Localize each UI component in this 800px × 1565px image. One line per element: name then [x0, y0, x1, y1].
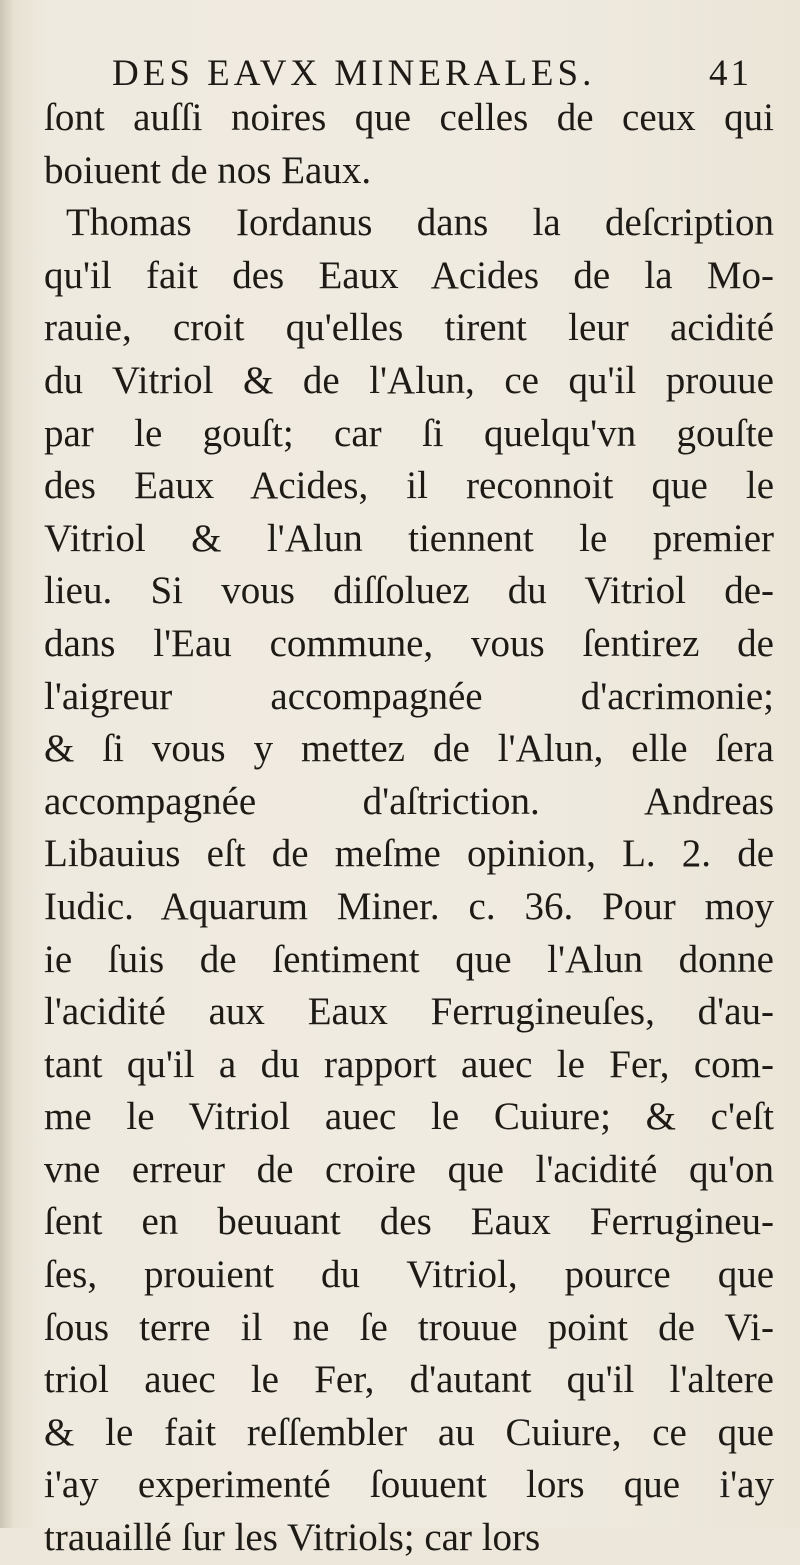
text-line: Libauius eſt de meſme opinion, L. 2. de	[44, 832, 774, 876]
text-line: ſent en beuuant des Eaux Ferrugineu-	[44, 1200, 774, 1244]
text-line: trauaillé ſur les Vitriols; car lors	[44, 1516, 541, 1560]
text-line: ſous terre il ne ſe trouue point de Vi-	[44, 1305, 774, 1349]
text-line: ſont auſſi noires que celles de ceux qui	[44, 96, 774, 139]
running-head: DES EAVX MINERALES.	[112, 53, 596, 94]
text-line: l'aigreur accompagnée d'acrimonie;	[44, 674, 774, 718]
text-line: vne erreur de croire que l'acidité qu'on	[44, 1147, 774, 1191]
text-line: triol auec le Fer, d'autant qu'il l'altere	[44, 1358, 774, 1402]
text-line: accompagnée d'aſtriction. Andreas	[44, 779, 774, 823]
body-text	[44, 92, 774, 1565]
text-line: & ſi vous y mettez de l'Alun, elle ſera	[44, 727, 774, 771]
page-number: 41	[709, 53, 752, 94]
text-line: Vitriol & l'Alun tiennent le premier	[44, 516, 774, 560]
page-edge-shadow	[0, 0, 14, 1528]
text-line: dans l'Eau commune, vous ſentirez de	[44, 621, 774, 665]
text-line: lieu. Si vous diſſoluez du Vitriol de-	[44, 569, 774, 613]
text-line: l'acidité aux Eaux Ferrugineuſes, d'au-	[44, 990, 774, 1034]
text-line: des Eaux Acides, il reconnoit que le	[44, 464, 774, 508]
text-line: boiuent de nos Eaux.	[44, 148, 372, 192]
text-line: Thomas Iordanus dans la deſcription	[66, 201, 774, 245]
text-line: i'ay experimenté ſouuent lors que i'ay	[44, 1463, 774, 1507]
text-line: rauie, croit qu'elles tirent leur acidité	[44, 306, 774, 350]
text-line: ie ſuis de ſentiment que l'Alun donne	[44, 937, 774, 981]
text-line: Iudic. Aquarum Miner. c. 36. Pour moy	[44, 884, 774, 928]
text-line: me le Vitriol auec le Cuiure; & c'eſt	[44, 1095, 774, 1139]
text-line: par le gouſt; car ſi quelqu'vn gouſte	[44, 411, 774, 455]
text-line: tant qu'il a du rapport auec le Fer, com-	[44, 1042, 774, 1086]
text-line: ſes, prouient du Vitriol, pource que	[44, 1253, 774, 1297]
text-line: du Vitriol & de l'Alun, ce qu'il prouue	[44, 358, 774, 402]
text-line: & le fait reſſembler au Cuiure, ce que	[44, 1410, 774, 1454]
text-line: qu'il fait des Eaux Acides de la Mo-	[44, 253, 774, 297]
